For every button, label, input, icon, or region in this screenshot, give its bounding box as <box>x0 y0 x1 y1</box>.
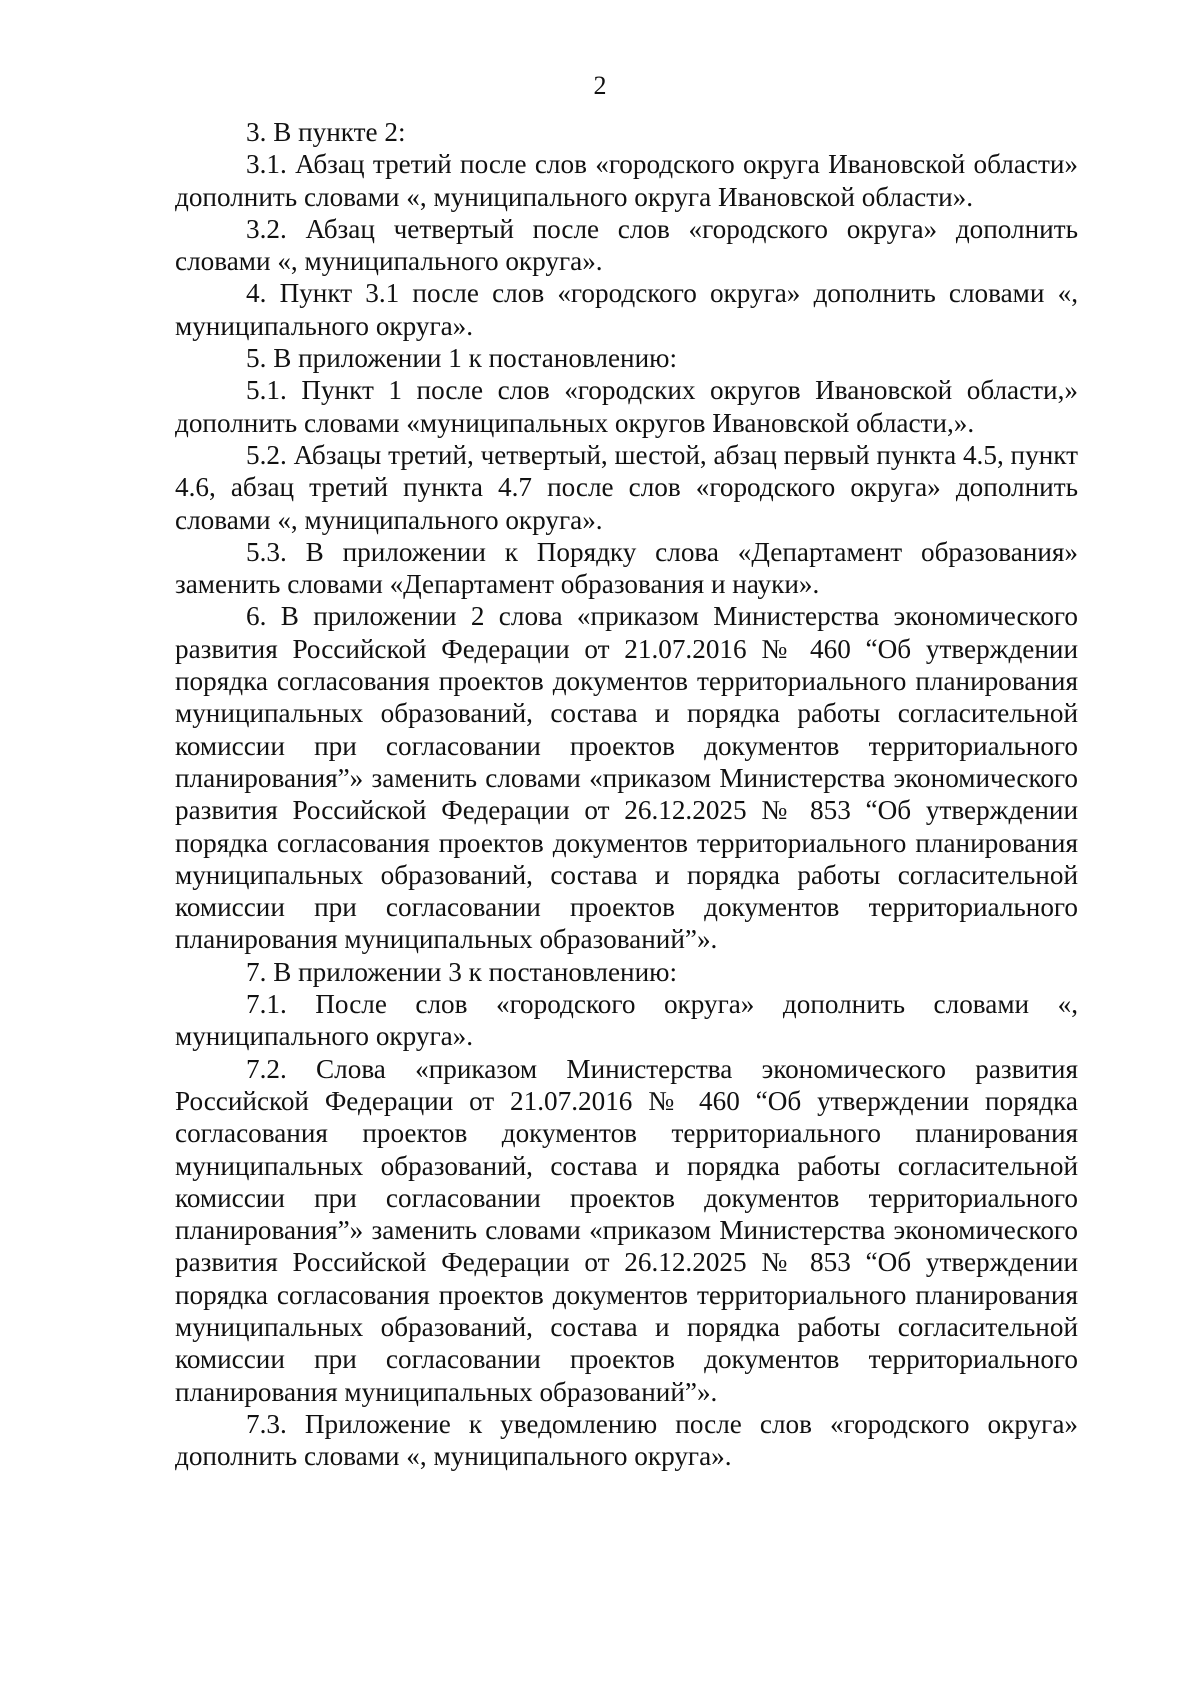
paragraph-5-3: 5.3. В приложении к Порядку слова «Департамент образования» заменить словами «Департамент образования и науки». <box>175 536 1078 600</box>
paragraph-7-1: 7.1. После слов «городского округа» дополнить словами «, муниципального округа». <box>175 989 1078 1052</box>
paragraph-3-2: 3.2. Абзац четвертый после слов «городского округа» дополнить словами «, муниципального округа». <box>175 213 1078 277</box>
paragraph-5: 5. В приложении 1 к постановлению: <box>246 343 678 374</box>
document-body <box>175 116 1078 1472</box>
paragraph-4: 4. Пункт 3.1 после слов «городского округа» дополнить словами «, муниципального округа». <box>175 278 1078 341</box>
paragraph-3: 3. В пункте 2: <box>246 117 406 147</box>
paragraph-6: 6. В приложении 2 слова «приказом Министерства экономического развития Российской Федерации от 21.07.2016 № 460 “Об утверждении порядка согласования проектов документов территориального планирования муниципальных образований, состава и порядка работы согласительной комиссии при согласовании проектов документов территориального планирования”» заменить словами «приказом Министерства экономического развития Российской Федерации от 26.12.2025 № 853 “Об утверждении порядка согласования проектов документов территориального планирования муниципальных образований, состава и порядка работы согласительной комиссии при согласовании проектов документов территориального планирования муниципальных образований”». <box>175 601 1078 955</box>
paragraph-5-1: 5.1. Пункт 1 после слов «городских округов Ивановской области,» дополнить словами «муниципальных округов Ивановской области,». <box>175 375 1078 438</box>
page-number: 2 <box>593 71 607 100</box>
paragraph-5-2: 5.2. Абзацы третий, четвертый, шестой, абзац первый пункта 4.5, пункт 4.6, абзац третий пункта 4.7 после слов «городского округа» дополнить словами «, муниципального округа». <box>175 439 1078 535</box>
paragraph-7-3: 7.3. Приложение к уведомлению после слов «городского округа» дополнить словами «, муниципального округа». <box>175 1408 1078 1472</box>
paragraph-7-2: 7.2. Слова «приказом Министерства экономического развития Российской Федерации от 21.07.2016 № 460 “Об утверждении порядка согласования проектов документов территориального планирования муниципальных образований, состава и порядка работы согласительной комиссии при согласовании проектов документов территориального планирования”» заменить словами «приказом Министерства экономического развития Российской Федерации от 26.12.2025 № 853 “Об утверждении порядка согласования проектов документов территориального планирования муниципальных образований, состава и порядка работы согласительной комиссии при согласовании проектов документов территориального планирования муниципальных образований”». <box>175 1053 1078 1407</box>
paragraph-7: 7. В приложении 3 к постановлению: <box>246 956 678 987</box>
paragraph-3-1: 3.1. Абзац третий после слов «городского округа Ивановской области» дополнить словами «, муниципального округа Ивановской области». <box>175 149 1078 212</box>
